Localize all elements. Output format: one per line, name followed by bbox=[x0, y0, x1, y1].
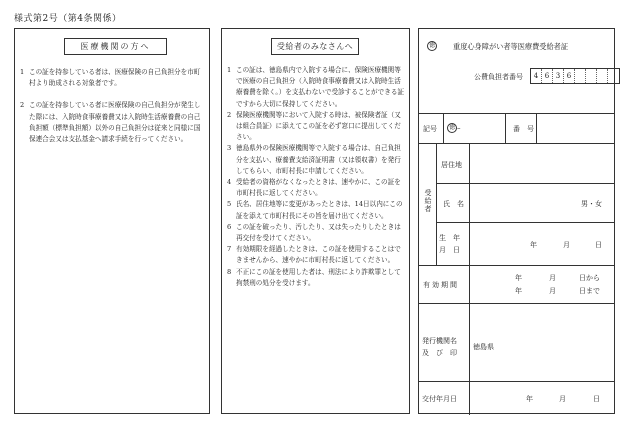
note-number: 8 bbox=[227, 267, 232, 276]
grid-line bbox=[469, 381, 470, 415]
valid-until-day: 日まで bbox=[579, 287, 600, 295]
note-text: 有効期限を経過したときは、この証を使用することはできませんから、速やかに市町村長に返してください。 bbox=[236, 245, 401, 265]
issue-day: 日 bbox=[593, 395, 600, 403]
name-label: 氏 名 bbox=[443, 200, 464, 208]
note-item bbox=[227, 267, 407, 289]
valid-from-day: 日から bbox=[579, 274, 600, 282]
issuer-label: 発行機関名 bbox=[422, 337, 457, 345]
valid-from-year: 年 bbox=[515, 274, 522, 282]
note-number: 7 bbox=[227, 245, 232, 254]
note-number: 4 bbox=[227, 178, 232, 187]
note-number: 1 bbox=[20, 68, 25, 76]
note-item bbox=[227, 177, 407, 199]
note-text: この証を持参している者に医療保険の自己負担分が発生した際には、入院時食事療養費又は入院時生活療養費の自己負担額（標準負担額）以外の自己負担分は従来と同様に国保連合会又は支払基金へ請求手続を行ってください。 bbox=[29, 101, 201, 144]
note-text: この証を持参している者は、医療保険の自己負担分を市町村より助成される対象者です。 bbox=[29, 68, 201, 88]
note-number: 3 bbox=[227, 144, 232, 153]
form-number: 様式第2号（第4条関係） bbox=[14, 14, 122, 24]
grid-line bbox=[419, 113, 614, 114]
valid-until-month: 月 bbox=[549, 287, 556, 295]
issuer-name: 徳島県 bbox=[473, 343, 494, 351]
medical-institution-heading: 医療機関の方へ bbox=[64, 38, 167, 55]
birth-month: 月 bbox=[563, 241, 570, 249]
grid-line bbox=[443, 113, 444, 143]
payer-digit bbox=[586, 69, 597, 83]
note-item bbox=[227, 143, 407, 177]
symbol-field[interactable]: 徳 – bbox=[448, 124, 461, 132]
note-item bbox=[20, 100, 206, 145]
number-label: 番 号 bbox=[513, 125, 534, 133]
note-item bbox=[227, 222, 407, 244]
note-number: 1 bbox=[227, 66, 232, 74]
payer-digit bbox=[575, 69, 586, 83]
payer-number-field[interactable] bbox=[530, 68, 620, 84]
payer-digit: 3 bbox=[553, 69, 564, 83]
payer-digit bbox=[597, 69, 608, 83]
grid-line bbox=[419, 265, 614, 266]
grid-line bbox=[436, 222, 614, 223]
note-text: 保険医療機関等において入院する時は、被保険者証（又は組合員証）に添えてこの証を必ず窓口に提出してください。 bbox=[236, 110, 401, 142]
payer-digit bbox=[608, 69, 619, 83]
note-number: 2 bbox=[227, 110, 232, 119]
grid-line bbox=[419, 143, 614, 144]
payer-digit: 6 bbox=[564, 69, 575, 83]
note-text: この証は、徳島県内で入院する場合に、保険医療機関等で医療の自己負担分（入院時食事療養費又は入院時生活療養費を除く。）を支払わないで受診することができる証ですから大切に保持してください。 bbox=[236, 66, 405, 108]
payer-number-label: 公費負担者番号 bbox=[474, 73, 523, 81]
grid-line bbox=[436, 143, 437, 265]
grid-line bbox=[536, 113, 537, 143]
note-item bbox=[20, 67, 206, 89]
valid-until-year: 年 bbox=[515, 287, 522, 295]
birth-label: 月 日 bbox=[439, 246, 460, 254]
symbol-label: 記号 bbox=[423, 125, 437, 133]
recipient-heading: 受給者のみなさんへ bbox=[271, 38, 359, 55]
recipient-panel bbox=[221, 28, 410, 414]
note-text: 不正にこの証を使用した者は、刑法により詐欺罪として拘禁刑の処分を受けます。 bbox=[236, 267, 401, 287]
gender-field[interactable]: 男・女 bbox=[581, 200, 602, 208]
certificate-title: 重度心身障がい者等医療費受給者証 bbox=[453, 42, 569, 51]
grid-line bbox=[419, 303, 614, 304]
valid-period-label: 有効期間 bbox=[423, 281, 459, 289]
note-item bbox=[227, 244, 407, 266]
birth-year: 年 bbox=[530, 241, 537, 249]
certificate-panel bbox=[418, 28, 615, 414]
birth-day: 日 bbox=[595, 241, 602, 249]
note-item bbox=[227, 199, 407, 221]
grid-line bbox=[419, 381, 614, 382]
birth-label: 生 年 bbox=[439, 234, 460, 242]
address-label: 居住地 bbox=[441, 161, 462, 169]
medical-institution-panel bbox=[14, 28, 210, 414]
valid-from-month: 月 bbox=[549, 274, 556, 282]
note-text: 徳島県外の保険医療機関等で入院する場合は、自己負担分を支払い、療養費支給済証明書（又は領収書）を発行してもらい、市町村長に申請してください。 bbox=[236, 144, 401, 175]
note-number: 2 bbox=[20, 101, 25, 110]
note-text: 氏名、居住地等に変更があったときは、14日以内にこの証を添えて市町村長にその旨を届け出てください。 bbox=[236, 200, 403, 220]
grid-line bbox=[505, 113, 506, 143]
issue-year: 年 bbox=[526, 395, 533, 403]
note-number: 5 bbox=[227, 200, 232, 209]
grid-line bbox=[436, 183, 614, 184]
recipient-label: 受給者 bbox=[424, 189, 432, 213]
note-item bbox=[227, 110, 407, 144]
medical-institution-notes bbox=[20, 67, 206, 156]
issuer-label: 及 び 印 bbox=[422, 349, 457, 357]
note-text: この証を破ったり、汚したり、又は失ったりしたときは再交付を受けてください。 bbox=[236, 222, 401, 243]
payer-digit: 4 bbox=[531, 69, 542, 83]
grid-line bbox=[469, 143, 470, 381]
note-number: 6 bbox=[227, 222, 232, 231]
issue-date-label: 交付年月日 bbox=[422, 395, 457, 403]
note-text: 受給者の資格がなくなったときは、速やかに、この証を市町村長に返してください。 bbox=[236, 178, 401, 198]
recipient-notes bbox=[227, 65, 407, 289]
payer-digit: 6 bbox=[542, 69, 553, 83]
seal-mark: 徳 bbox=[428, 42, 435, 49]
note-item bbox=[227, 65, 407, 110]
issue-month: 月 bbox=[559, 395, 566, 403]
